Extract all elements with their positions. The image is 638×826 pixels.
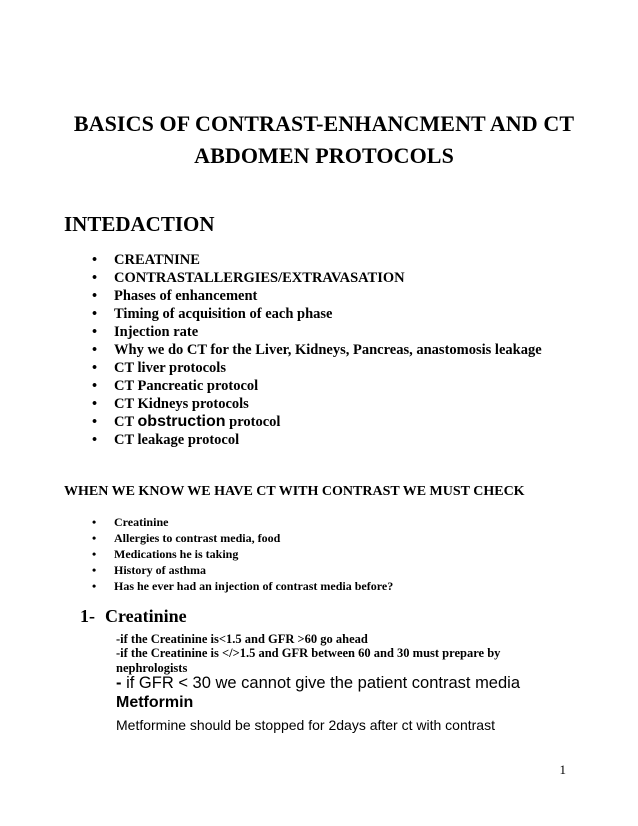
gfr-warning — [116, 674, 520, 693]
list-item: • CT leakage protocol — [92, 431, 562, 449]
gfr-text: if GFR < 30 we cannot give the patient contrast media — [121, 674, 521, 692]
title-line-2: ABDOMEN PROTOCOLS — [194, 143, 454, 168]
creatinine-note-2: -if the Creatinine is </>1.5 and GFR between 60 and 30 must prepare by nephrologists — [116, 646, 501, 675]
list-item: • Timing of acquisition of each phase — [92, 305, 562, 323]
intro-heading: INTEDACTION — [64, 212, 215, 236]
list-item: • Medications he is taking — [92, 546, 562, 562]
section-number: 1- — [80, 606, 95, 626]
list-item: • Injection rate — [92, 323, 562, 341]
list-item-prefix: CT — [114, 414, 138, 430]
list-item: • CREATNINE — [92, 251, 562, 269]
creatinine-heading — [80, 606, 187, 627]
list-item — [92, 413, 562, 431]
list-item: • Phases of enhancement — [92, 287, 562, 305]
title-line-1: BASICS OF CONTRAST-ENHANCMENT AND CT — [73, 111, 575, 136]
check-heading: WHEN WE KNOW WE HAVE CT WITH CONTRAST WE MUST CHECK — [64, 484, 525, 499]
list-item: • CONTRASTALLERGIES/EXTRAVASATION — [92, 269, 562, 287]
list-item: • History of asthma — [92, 562, 562, 578]
list-item: • Has he ever had an injection of contrast media before? — [92, 578, 562, 594]
list-item: • Creatinine — [92, 514, 562, 530]
metformin-heading: Metformin — [116, 694, 194, 711]
section-title: Creatinine — [105, 606, 187, 626]
metformin-text: Metformine should be stopped for 2days after ct with contrast — [116, 717, 495, 733]
document-title — [64, 108, 584, 172]
gfr-dash: - — [116, 674, 122, 692]
list-item-suffix: protocol — [225, 414, 281, 430]
list-item: • CT liver protocols — [92, 359, 562, 377]
list-item: • CT Pancreatic protocol — [92, 377, 562, 395]
page-number: 1 — [559, 762, 566, 777]
list-item: • Allergies to contrast media, food — [92, 530, 562, 546]
check-list — [92, 514, 562, 594]
creatinine-note-1: -if the Creatinine is<1.5 and GFR >60 go ahead — [116, 632, 368, 646]
list-item: • CT Kidneys protocols — [92, 395, 562, 413]
list-item-emphasis: obstruction — [137, 413, 226, 430]
list-item: • Why we do CT for the Liver, Kidneys, Pancreas, anastomosis leakage — [92, 341, 562, 359]
topics-list — [92, 251, 562, 449]
